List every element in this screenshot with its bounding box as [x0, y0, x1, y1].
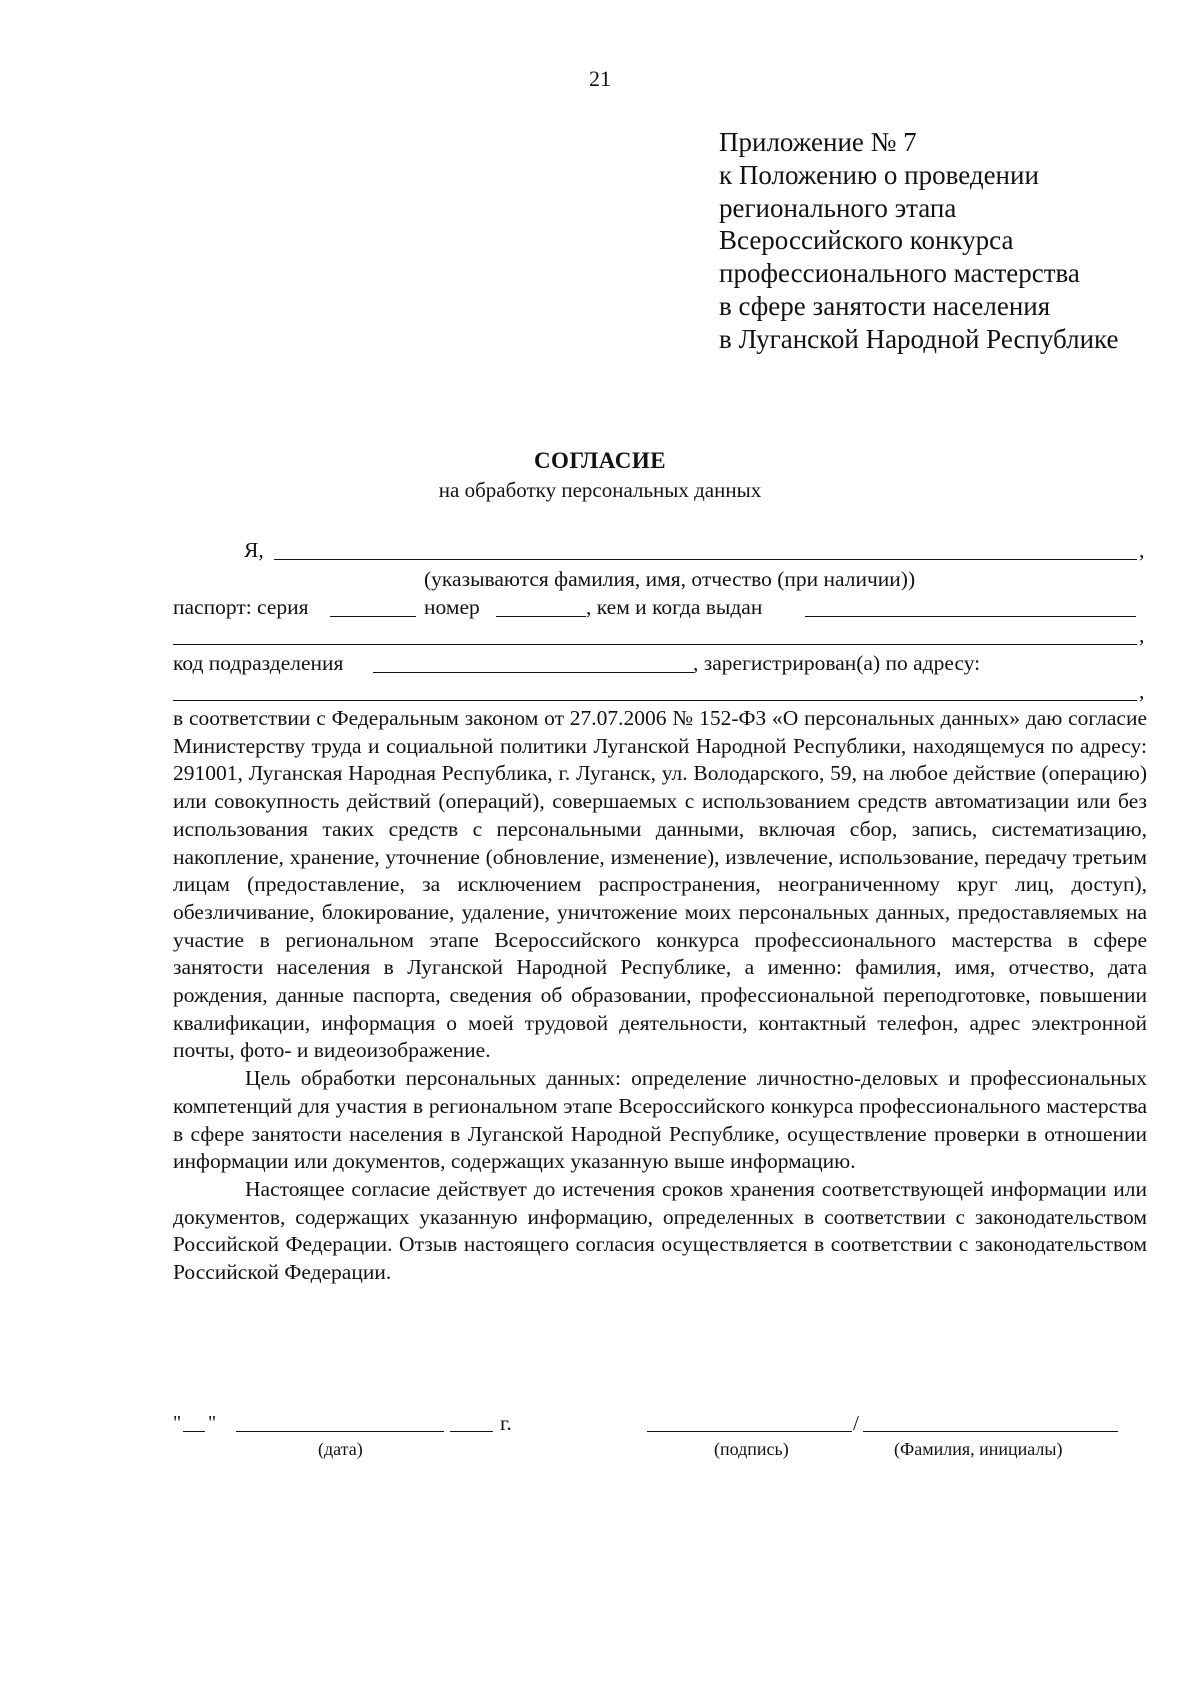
page-number: 21: [589, 66, 611, 91]
document-title: СОГЛАСИЕ: [533, 448, 667, 473]
appendix-line: профессионального мастерства: [719, 258, 1080, 289]
signature-caption: (подпись): [714, 1439, 789, 1459]
month-field[interactable]: [236, 1431, 444, 1432]
year-suffix: г.: [500, 1411, 512, 1435]
appendix-line: в сфере занятости населения: [719, 290, 1051, 321]
signature-field[interactable]: [647, 1431, 852, 1432]
date-quote-close: ": [208, 1412, 217, 1434]
consent-paragraph-3: Настоящее согласие действует до истечения сроков хранения соответствующей информации или документов, содержащих указанную информацию, определенных в соответствии с законодательством Российской Федерации. Отзыв настоящего согласия осуществляется в соответствии с законодательством Российской Федерации.: [173, 1176, 1147, 1285]
i-label: Я,: [244, 538, 264, 562]
consent-paragraph-1: в соответствии с Федеральным законом от 27.07.2006 № 152-ФЗ «О персональных данных» даю согласие Министерству труда и социальной политики Луганской Народной Республики, находящемуся по адресу: 291001, Луганская Народная Республика, г. Луганск, ул. Володарского, 59, на любое действие (операцию) или совокупность действий (операций), совершаемых с использованием средств автоматизации или без использования таких средств с персональными данными, включая сбор, запись, систематизацию, накопление, хранение, уточнение (обновление, изменение), извлечение, использование, передачу третьим лицам (предоставление, за исключением распространения, неограниченному круг лиц, доступ), обезличивание, блокирование, удаление, уничтожение моих персональных данных, предоставляемых на участие в региональном этапе Всероссийского конкурса профессионального мастерства в сфере занятости населения в Луганской Народной Республике, а именно: фамилия, имя, отчество, дата рождения, данные паспорта, сведения об образовании, профессиональной переподготовке, повышении квалификации, информация о моей трудовой деятельности, контактный телефон, адрес электронной почты, фото- и видеоизображение.: [173, 706, 1147, 1063]
full-name-field[interactable]: [274, 559, 1137, 560]
division-code-label: код подразделения: [173, 651, 344, 675]
date-caption: (дата): [318, 1439, 363, 1459]
day-field[interactable]: [183, 1431, 205, 1432]
appendix-line: регионального этапа: [719, 192, 957, 223]
passport-series-label: паспорт: серия: [173, 595, 309, 619]
registered-label: , зарегистрирован(а) по адресу:: [693, 651, 981, 675]
comma: ,: [1139, 623, 1145, 647]
comma: ,: [1139, 679, 1145, 703]
address-field[interactable]: [173, 700, 1137, 701]
division-code-field[interactable]: [373, 672, 694, 673]
issued-label: , кем и когда выдан: [586, 595, 763, 619]
passport-series-field[interactable]: [330, 616, 416, 617]
appendix-block: [719, 126, 1118, 356]
date-quote-open: ": [173, 1412, 182, 1434]
appendix-line: в Луганской Народной Республике: [719, 323, 1119, 354]
slash: /: [853, 1411, 859, 1435]
passport-issued-field[interactable]: [805, 616, 1136, 617]
passport-number-field[interactable]: [496, 616, 586, 617]
name-hint: (указываются фамилия, имя, отчество (при наличии)): [424, 567, 916, 591]
passport-issued-field-continued[interactable]: [173, 644, 1137, 645]
appendix-line: к Положению о проведении: [719, 159, 1039, 190]
comma: ,: [1139, 538, 1145, 562]
consent-body: [173, 705, 1147, 1287]
appendix-line: Всероссийского конкурса: [719, 225, 1014, 256]
appendix-line: Приложение № 7: [719, 127, 917, 157]
signer-name-field[interactable]: [863, 1431, 1118, 1432]
consent-paragraph-2: Цель обработки персональных данных: определение личностно-деловых и профессиональных компетенций для участия в региональном этапе Всероссийского конкурса профессионального мастерства в сфере занятости населения в Луганской Народной Республике, осуществление проверки в отношении информации или документов, содержащих указанную выше информацию.: [173, 1066, 1147, 1174]
passport-number-label: номер: [424, 595, 480, 619]
name-caption: (Фамилия, инициалы): [894, 1439, 1063, 1459]
document-subtitle: на обработку персональных данных: [438, 478, 762, 502]
year-field[interactable]: [450, 1431, 493, 1432]
